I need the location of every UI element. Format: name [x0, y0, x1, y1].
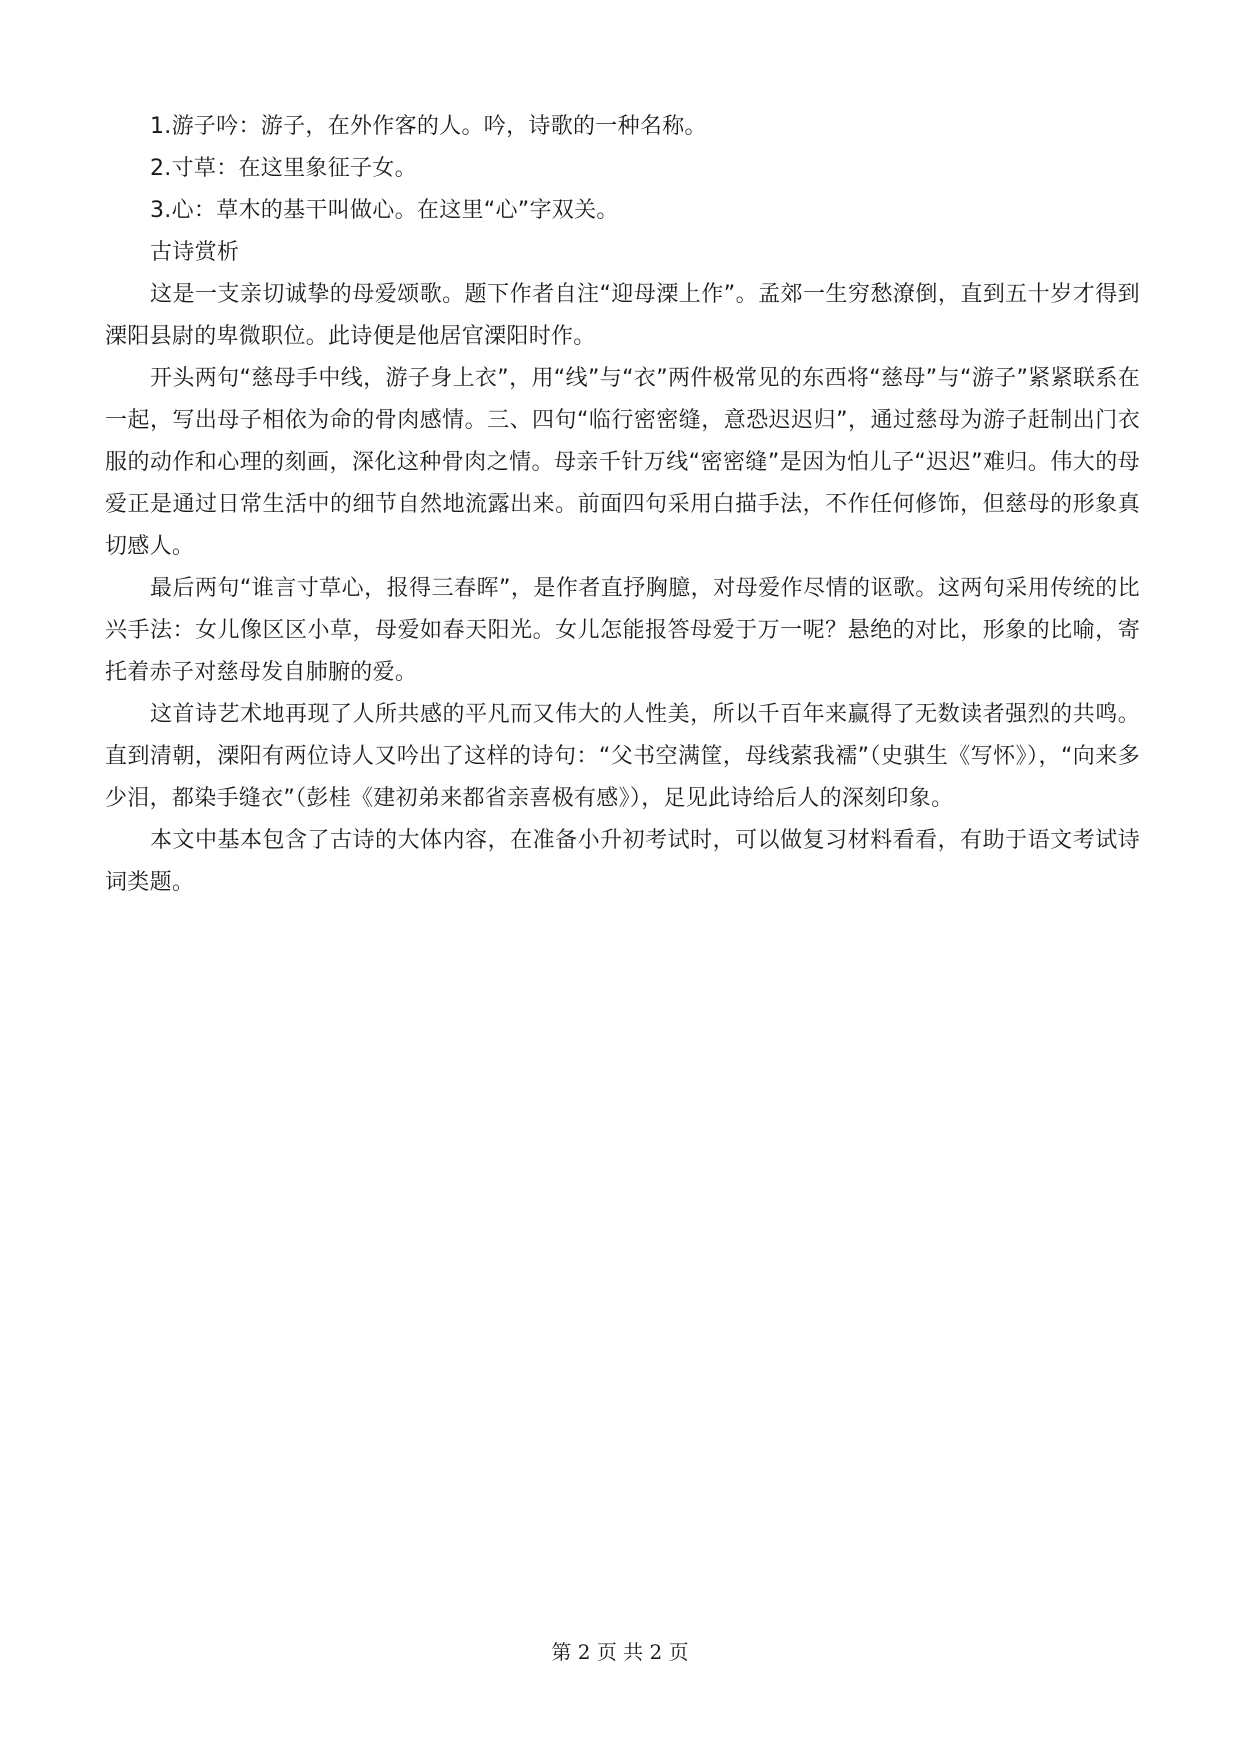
page-number-label: 第 2 页 共 2 页 [551, 1640, 689, 1664]
section-heading: 古诗赏析 [150, 240, 240, 265]
note-2: 2.寸草：在这里象征子女。 [150, 156, 417, 181]
note-1: 1.游子吟：游子，在外作客的人。吟，诗歌的一种名称。 [150, 114, 707, 139]
note-3: 3.心：草木的基干叫做心。在这里“心”字双关。 [150, 198, 619, 223]
document-body [105, 106, 1140, 904]
paragraph-intro: 这是一支亲切诚挚的母爱颂歌。题下作者自注“迎母溧上作”。孟郊一生穷愁潦倒，直到五十岁才得到溧阳县尉的卑微职位。此诗便是他居官溧阳时作。 [105, 282, 1140, 349]
paragraph-summary: 本文中基本包含了古诗的大体内容，在准备小升初考试时，可以做复习材料看看，有助于语文考试诗词类题。 [105, 828, 1140, 895]
paragraph-influence: 这首诗艺术地再现了人所共感的平凡而又伟大的人性美，所以千百年来赢得了无数读者强烈的共鸣。直到清朝，溧阳有两位诗人又吟出了这样的诗句：“父书空满筐，母线萦我襦”（史骐生《写怀》），“向来多少泪，都染手缝衣”（彭桂《建初弟来都省亲喜极有感》），足见此诗给后人的深刻印象。 [105, 702, 1140, 811]
page-footer [0, 1636, 1240, 1665]
paragraph-opening-lines: 开头两句“慈母手中线，游子身上衣”，用“线”与“衣”两件极常见的东西将“慈母”与“游子”紧紧联系在一起，写出母子相依为命的骨肉感情。三、四句“临行密密缝，意恐迟迟归”，通过慈母为游子赶制出门衣服的动作和心理的刻画，深化这种骨肉之情。母亲千针万线“密密缝”是因为怕儿子“迟迟”难归。伟大的母爱正是通过日常生活中的细节自然地流露出来。前面四句采用白描手法，不作任何修饰，但慈母的形象真切感人。 [105, 366, 1140, 559]
paragraph-closing-lines: 最后两句“谁言寸草心，报得三春晖”，是作者直抒胸臆，对母爱作尽情的讴歌。这两句采用传统的比兴手法：女儿像区区小草，母爱如春天阳光。女儿怎能报答母爱于万一呢？悬绝的对比，形象的比喻，寄托着赤子对慈母发自肺腑的爱。 [105, 576, 1140, 685]
